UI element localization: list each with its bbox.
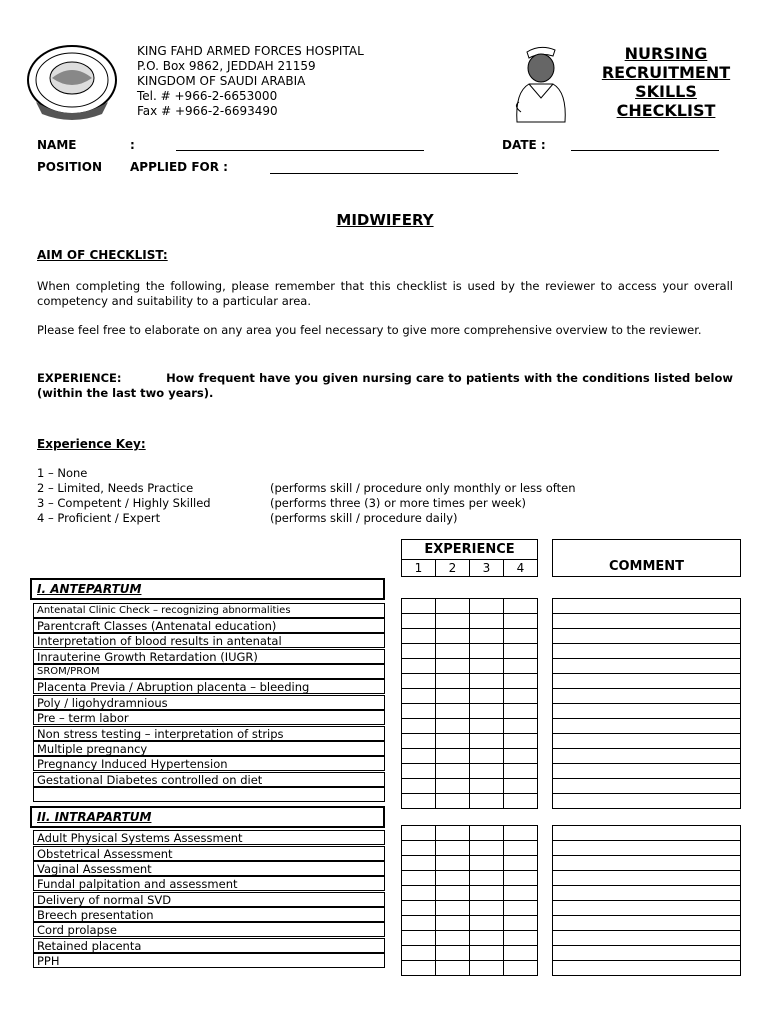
- section-heading: MIDWIFERY: [336, 211, 434, 229]
- grid-row: [402, 599, 538, 614]
- experience-cell[interactable]: [402, 659, 436, 674]
- comment-header-box: [552, 539, 741, 577]
- experience-grid-antepartum: [401, 598, 538, 809]
- skill-row: Gestational Diabetes controlled on diet: [33, 772, 385, 787]
- comment-cell[interactable]: [553, 689, 741, 704]
- experience-cell[interactable]: [470, 871, 504, 886]
- comment-cell[interactable]: [553, 826, 741, 841]
- experience-cell[interactable]: [470, 886, 504, 901]
- hospital-tel: Tel. # +966-2-6653000: [137, 89, 278, 103]
- name-colon: :: [130, 138, 135, 152]
- date-field[interactable]: [571, 150, 719, 151]
- hospital-fax: Fax # +966-2-6693490: [137, 104, 278, 118]
- level-header-4: 4: [516, 561, 525, 575]
- experience-cell[interactable]: [436, 779, 470, 794]
- experience-cell[interactable]: [470, 659, 504, 674]
- grid-row: [402, 916, 538, 931]
- title-line: CHECKLIST: [616, 101, 716, 120]
- grid-row: [402, 764, 538, 779]
- grid-row: [402, 719, 538, 734]
- skill-row: Inrauterine Growth Retardation (IUGR): [33, 649, 385, 664]
- experience-cell[interactable]: [436, 599, 470, 614]
- grid-row: [402, 674, 538, 689]
- experience-cell[interactable]: [436, 659, 470, 674]
- key-description: (performs skill / procedure daily): [270, 511, 458, 525]
- grid-row: [553, 841, 741, 856]
- title-line: RECRUITMENT: [601, 63, 731, 82]
- experience-cell[interactable]: [402, 644, 436, 659]
- experience-cell[interactable]: [402, 931, 436, 946]
- experience-cell[interactable]: [470, 689, 504, 704]
- grid-row: [553, 871, 741, 886]
- skill-row: PPH: [33, 953, 385, 968]
- grid-row: [402, 931, 538, 946]
- experience-cell[interactable]: [436, 614, 470, 629]
- comment-cell[interactable]: [553, 946, 741, 961]
- experience-cell[interactable]: [504, 886, 538, 901]
- position-label: POSITION: [37, 160, 102, 174]
- experience-cell[interactable]: [470, 764, 504, 779]
- experience-cell[interactable]: [504, 689, 538, 704]
- experience-cell[interactable]: [504, 629, 538, 644]
- nurse-illustration: [505, 42, 575, 124]
- key-level: 2 – Limited, Needs Practice: [37, 481, 194, 495]
- experience-cell[interactable]: [436, 901, 470, 916]
- experience-cell[interactable]: [402, 734, 436, 749]
- comment-cell[interactable]: [553, 674, 741, 689]
- experience-cell[interactable]: [470, 719, 504, 734]
- grid-row: [402, 961, 538, 976]
- experience-cell[interactable]: [504, 599, 538, 614]
- skill-row: Non stress testing – interpretation of strips: [33, 726, 385, 741]
- experience-header: EXPERIENCE: [402, 540, 537, 560]
- experience-cell[interactable]: [402, 946, 436, 961]
- skill-row: Antenatal Clinic Check – recognizing abnormalities: [33, 603, 385, 618]
- experience-cell[interactable]: [436, 749, 470, 764]
- experience-cell[interactable]: [470, 931, 504, 946]
- experience-cell[interactable]: [470, 704, 504, 719]
- section-title-antepartum: I. ANTEPARTUM: [30, 578, 385, 600]
- grid-row: [553, 764, 741, 779]
- title-line: SKILLS: [635, 82, 697, 101]
- experience-cell[interactable]: [436, 764, 470, 779]
- grid-row: [402, 644, 538, 659]
- key-description: (performs skill / procedure only monthly or less often: [270, 481, 576, 495]
- grid-row: [402, 794, 538, 809]
- experience-cell[interactable]: [402, 856, 436, 871]
- experience-cell[interactable]: [504, 826, 538, 841]
- experience-cell[interactable]: [504, 961, 538, 976]
- experience-cell[interactable]: [436, 629, 470, 644]
- experience-cell[interactable]: [402, 794, 436, 809]
- comment-cell[interactable]: [553, 644, 741, 659]
- key-level: 1 – None: [37, 466, 88, 480]
- experience-cell[interactable]: [470, 779, 504, 794]
- experience-cell[interactable]: [504, 856, 538, 871]
- grid-row: [553, 901, 741, 916]
- experience-cell[interactable]: [402, 629, 436, 644]
- experience-cell[interactable]: [402, 749, 436, 764]
- experience-label: EXPERIENCE:: [37, 371, 122, 385]
- hospital-address: [137, 44, 364, 119]
- grid-row: [553, 689, 741, 704]
- experience-cell[interactable]: [402, 779, 436, 794]
- experience-cell[interactable]: [436, 886, 470, 901]
- experience-cell[interactable]: [436, 704, 470, 719]
- comment-cell[interactable]: [553, 916, 741, 931]
- experience-cell[interactable]: [470, 841, 504, 856]
- comment-cell[interactable]: [553, 871, 741, 886]
- grid-row: [553, 961, 741, 976]
- experience-text: How frequent have you given nursing care to patients with the conditions listed below (within the last two years).: [37, 371, 733, 400]
- comment-cell[interactable]: [553, 779, 741, 794]
- grid-row: [553, 704, 741, 719]
- skill-row: Retained placenta: [33, 938, 385, 953]
- comment-cell[interactable]: [553, 931, 741, 946]
- grid-row: [402, 779, 538, 794]
- comment-cell[interactable]: [553, 961, 741, 976]
- document-title: [585, 44, 747, 120]
- experience-cell[interactable]: [402, 826, 436, 841]
- experience-cell[interactable]: [402, 901, 436, 916]
- grid-row: [553, 779, 741, 794]
- skill-row: Obstetrical Assessment: [33, 846, 385, 861]
- hospital-country: KINGDOM OF SAUDI ARABIA: [137, 74, 306, 88]
- experience-cell[interactable]: [504, 704, 538, 719]
- grid-row: [402, 689, 538, 704]
- experience-cell[interactable]: [436, 961, 470, 976]
- applied-for-label: APPLIED FOR :: [130, 160, 228, 174]
- experience-key-label: Experience Key:: [37, 437, 146, 451]
- experience-cell[interactable]: [504, 614, 538, 629]
- comment-cell[interactable]: [553, 719, 741, 734]
- experience-cell[interactable]: [470, 614, 504, 629]
- hospital-seal-logo: [22, 42, 122, 122]
- experience-cell[interactable]: [436, 734, 470, 749]
- experience-cell[interactable]: [436, 644, 470, 659]
- grid-row: [553, 946, 741, 961]
- experience-cell[interactable]: [470, 734, 504, 749]
- experience-cell[interactable]: [436, 826, 470, 841]
- experience-cell[interactable]: [470, 901, 504, 916]
- comment-cell[interactable]: [553, 764, 741, 779]
- skill-row: Interpretation of blood results in antenatal: [33, 633, 385, 648]
- level-header-2: 2: [436, 560, 470, 577]
- aim-label: AIM OF CHECKLIST:: [37, 248, 168, 262]
- grid-row: [553, 734, 741, 749]
- key-description: (performs three (3) or more times per week): [270, 496, 527, 510]
- comment-cell[interactable]: [553, 629, 741, 644]
- experience-cell[interactable]: [436, 794, 470, 809]
- comment-cell[interactable]: [553, 856, 741, 871]
- experience-grid-intrapartum: [401, 825, 538, 976]
- date-label: DATE :: [502, 138, 546, 152]
- experience-cell[interactable]: [436, 674, 470, 689]
- experience-cell[interactable]: [504, 871, 538, 886]
- comment-cell[interactable]: [553, 734, 741, 749]
- grid-row: [553, 719, 741, 734]
- name-field[interactable]: [176, 150, 424, 151]
- experience-cell[interactable]: [470, 794, 504, 809]
- skill-row: Delivery of normal SVD: [33, 892, 385, 907]
- grid-row: [402, 826, 538, 841]
- experience-cell[interactable]: [504, 734, 538, 749]
- experience-cell[interactable]: [402, 719, 436, 734]
- experience-cell[interactable]: [504, 779, 538, 794]
- grid-row: [553, 629, 741, 644]
- skill-row: Breech presentation: [33, 907, 385, 922]
- grid-row: [553, 749, 741, 764]
- applied-for-field[interactable]: [270, 173, 518, 174]
- grid-row: [553, 794, 741, 809]
- grid-row: [553, 931, 741, 946]
- grid-row: [402, 871, 538, 886]
- comment-cell[interactable]: [553, 659, 741, 674]
- experience-cell[interactable]: [470, 629, 504, 644]
- experience-cell[interactable]: [470, 856, 504, 871]
- grid-row: [402, 749, 538, 764]
- experience-header-box: [401, 539, 538, 577]
- comment-cell[interactable]: [553, 599, 741, 614]
- experience-cell[interactable]: [402, 704, 436, 719]
- experience-cell[interactable]: [470, 749, 504, 764]
- comment-grid-antepartum: [552, 598, 741, 809]
- skill-row: [33, 787, 385, 802]
- comment-cell[interactable]: [553, 614, 741, 629]
- experience-cell[interactable]: [504, 901, 538, 916]
- experience-cell[interactable]: [470, 961, 504, 976]
- skill-row: Pregnancy Induced Hypertension: [33, 756, 385, 771]
- experience-cell[interactable]: [402, 674, 436, 689]
- grid-row: [553, 614, 741, 629]
- experience-cell[interactable]: [436, 931, 470, 946]
- grid-row: [553, 886, 741, 901]
- experience-cell[interactable]: [436, 916, 470, 931]
- comment-grid-intrapartum: [552, 825, 741, 976]
- experience-cell[interactable]: [402, 916, 436, 931]
- experience-cell[interactable]: [436, 841, 470, 856]
- grid-row: [402, 946, 538, 961]
- grid-row: [553, 599, 741, 614]
- experience-cell[interactable]: [504, 841, 538, 856]
- experience-cell[interactable]: [402, 689, 436, 704]
- grid-row: [402, 614, 538, 629]
- skill-row: Vaginal Assessment: [33, 861, 385, 876]
- experience-cell[interactable]: [402, 961, 436, 976]
- experience-cell[interactable]: [470, 916, 504, 931]
- experience-cell[interactable]: [504, 764, 538, 779]
- experience-cell[interactable]: [504, 659, 538, 674]
- skill-row: Parentcraft Classes (Antenatal education): [33, 618, 385, 633]
- grid-row: [553, 659, 741, 674]
- skill-row: Multiple pregnancy: [33, 741, 385, 756]
- experience-cell[interactable]: [436, 946, 470, 961]
- grid-row: [553, 644, 741, 659]
- title-line: NURSING: [624, 44, 708, 63]
- experience-cell[interactable]: [504, 946, 538, 961]
- comment-cell[interactable]: [553, 841, 741, 856]
- comment-header: COMMENT: [608, 559, 685, 574]
- comment-cell[interactable]: [553, 749, 741, 764]
- experience-cell[interactable]: [504, 794, 538, 809]
- skill-row: Pre – term labor: [33, 710, 385, 725]
- section-title-intrapartum: II. INTRAPARTUM: [30, 806, 385, 828]
- key-level: 3 – Competent / Highly Skilled: [37, 496, 211, 510]
- grid-row: [402, 856, 538, 871]
- comment-cell[interactable]: [553, 886, 741, 901]
- experience-cell[interactable]: [436, 689, 470, 704]
- aim-paragraph-2: Please feel free to elaborate on any area you feel necessary to give more comprehensive overview to the reviewer.: [37, 323, 702, 337]
- experience-cell[interactable]: [402, 599, 436, 614]
- experience-cell[interactable]: [470, 826, 504, 841]
- experience-cell[interactable]: [504, 931, 538, 946]
- grid-row: [402, 704, 538, 719]
- skill-row: Fundal palpitation and assessment: [33, 876, 385, 891]
- comment-cell[interactable]: [553, 704, 741, 719]
- skill-row: Placenta Previa / Abruption placenta – bleeding: [33, 679, 385, 694]
- experience-cell[interactable]: [436, 871, 470, 886]
- level-header-3: 3: [470, 560, 504, 577]
- experience-cell[interactable]: [470, 674, 504, 689]
- comment-cell[interactable]: [553, 794, 741, 809]
- key-level: 4 – Proficient / Expert: [37, 511, 161, 525]
- hospital-pobox: P.O. Box 9862, JEDDAH 21159: [137, 59, 316, 73]
- hospital-name: KING FAHD ARMED FORCES HOSPITAL: [137, 44, 364, 58]
- experience-cell[interactable]: [504, 749, 538, 764]
- experience-cell[interactable]: [470, 599, 504, 614]
- experience-cell[interactable]: [436, 719, 470, 734]
- experience-cell[interactable]: [470, 946, 504, 961]
- grid-row: [402, 629, 538, 644]
- skill-row: Cord prolapse: [33, 922, 385, 937]
- experience-statement: [37, 371, 733, 401]
- skill-row: Poly / ligohydramnious: [33, 695, 385, 710]
- grid-row: [402, 734, 538, 749]
- grid-row: [402, 886, 538, 901]
- experience-cell[interactable]: [402, 886, 436, 901]
- experience-cell[interactable]: [436, 856, 470, 871]
- grid-row: [553, 916, 741, 931]
- skill-row: SROM/PROM: [33, 664, 385, 679]
- grid-row: [553, 856, 741, 871]
- grid-row: [553, 826, 741, 841]
- skill-row: Adult Physical Systems Assessment: [33, 830, 385, 845]
- grid-row: [553, 674, 741, 689]
- aim-paragraph-1: When completing the following, please remember that this checklist is used by the reviewer to access your overall competency and suitability to a particular area.: [37, 279, 733, 308]
- name-label: NAME: [37, 138, 77, 152]
- level-header-1: 1: [402, 560, 436, 577]
- grid-row: [402, 659, 538, 674]
- experience-cell[interactable]: [402, 841, 436, 856]
- experience-cell[interactable]: [402, 764, 436, 779]
- experience-cell[interactable]: [470, 644, 504, 659]
- experience-cell[interactable]: [504, 916, 538, 931]
- grid-row: [402, 841, 538, 856]
- grid-row: [402, 901, 538, 916]
- experience-cell[interactable]: [504, 674, 538, 689]
- experience-cell[interactable]: [402, 614, 436, 629]
- experience-cell[interactable]: [402, 871, 436, 886]
- comment-cell[interactable]: [553, 901, 741, 916]
- experience-cell[interactable]: [504, 644, 538, 659]
- experience-cell[interactable]: [504, 719, 538, 734]
